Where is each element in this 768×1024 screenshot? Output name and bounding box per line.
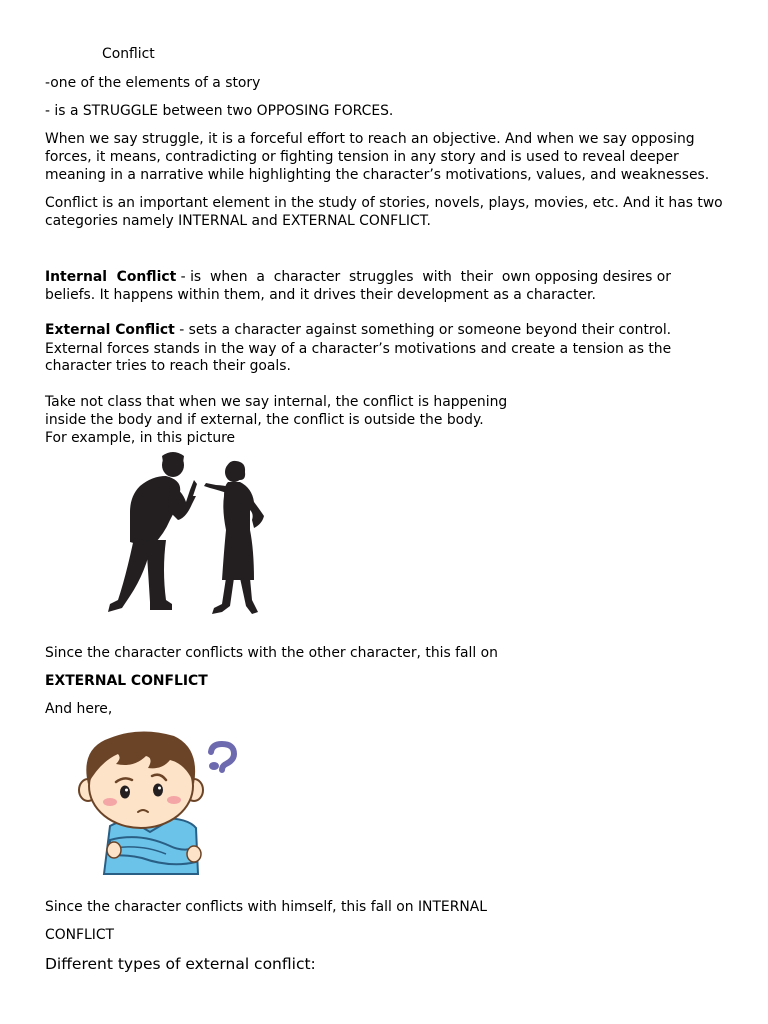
definition-line-2: forces, it means, contradicting or fighting tension in any story and is used to reveal deeper xyxy=(45,149,679,165)
external-conflict-line-3: character tries to reach their goals. xyxy=(45,358,291,374)
and-here-text: And here, xyxy=(45,701,113,717)
internal-conflict-line-1 xyxy=(45,268,671,286)
man-silhouette xyxy=(108,452,197,612)
example-1-answer: EXTERNAL CONFLICT xyxy=(45,673,208,689)
example-2-line-2: CONFLICT xyxy=(45,927,115,943)
internal-conflict-definition: - is when a character struggles with their own opposing desires or xyxy=(176,269,671,285)
page-title: Conflict xyxy=(102,46,155,62)
example-1-caption: Since the character conflicts with the other character, this fall on xyxy=(45,645,498,661)
types-heading: Different types of external conflict: xyxy=(45,955,316,973)
importance-line-1: Conflict is an important element in the study of stories, novels, plays, movies, etc. And it has two xyxy=(45,195,723,211)
arguing-couple-illustration xyxy=(100,450,275,620)
definition-line-1: When we say struggle, it is a forceful effort to reach an objective. And when we say opposing xyxy=(45,131,695,147)
importance-line-2: categories namely INTERNAL and EXTERNAL CONFLICT. xyxy=(45,213,431,229)
internal-conflict-term: Internal Conflict xyxy=(45,269,177,285)
note-line-2: inside the body and if external, the conflict is outside the body. xyxy=(45,412,484,428)
external-conflict-definition: - sets a character against something or someone beyond their control. xyxy=(174,322,672,338)
external-conflict-term: External Conflict xyxy=(45,322,175,338)
definition-line-3: meaning in a narrative while highlighting the character’s motivations, values, and weaknesses. xyxy=(45,167,710,183)
woman-silhouette xyxy=(204,461,264,614)
internal-conflict-line-2: beliefs. It happens within them, and it drives their development as a character. xyxy=(45,287,596,303)
question-mark-icon xyxy=(209,744,234,770)
example-2-line-1: Since the character conflicts with himself, this fall on INTERNAL xyxy=(45,899,487,915)
external-conflict-line-1 xyxy=(45,321,671,339)
note-line-1: Take not class that when we say internal, the conflict is happening xyxy=(45,394,508,410)
intro-line-2: - is a STRUGGLE between two OPPOSING FORCES. xyxy=(45,103,394,119)
intro-line-1: -one of the elements of a story xyxy=(45,75,261,91)
external-conflict-line-2: External forces stands in the way of a character’s motivations and create a tension as the xyxy=(45,341,672,357)
note-line-3: For example, in this picture xyxy=(45,430,236,446)
confused-boy-illustration xyxy=(70,728,245,878)
